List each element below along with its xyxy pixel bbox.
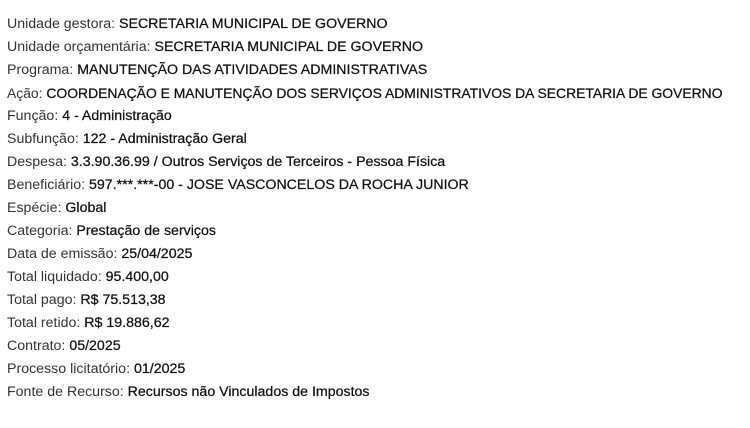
row-funcao: [7, 105, 750, 128]
field-value: R$ 75.513,38: [80, 292, 166, 308]
field-value: MANUTENÇÃO DAS ATIVIDADES ADMINISTRATIVAS: [77, 62, 428, 78]
row-acao: [7, 82, 750, 105]
field-value: 4 - Administração: [62, 108, 172, 124]
field-label: Total retido:: [7, 315, 81, 331]
row-total-liquidado: [7, 266, 750, 289]
row-processo-licitatorio: [7, 358, 750, 381]
field-value: 05/2025: [69, 338, 121, 354]
field-label: Fonte de Recurso:: [7, 384, 124, 400]
field-value: Global: [65, 200, 107, 216]
field-value: 25/04/2025: [121, 246, 193, 262]
field-value: 95.400,00: [105, 269, 169, 285]
field-label: Data de emissão:: [7, 246, 118, 262]
row-total-pago: [7, 289, 750, 312]
field-label: Subfunção:: [7, 131, 79, 147]
row-beneficiario: [7, 174, 750, 197]
field-label: Total liquidado:: [7, 269, 102, 285]
row-categoria: [7, 220, 750, 243]
field-value: 122 - Administração Geral: [82, 131, 247, 147]
field-value: 01/2025: [133, 361, 186, 377]
field-label: Total pago:: [7, 292, 77, 308]
field-value: Recursos não Vinculados de Impostos: [127, 384, 370, 400]
row-total-retido: [7, 312, 750, 335]
field-label: Contrato:: [7, 338, 66, 354]
field-label: Despesa:: [7, 154, 67, 170]
field-value: SECRETARIA MUNICIPAL DE GOVERNO: [119, 16, 388, 32]
field-label: Programa:: [7, 62, 74, 78]
row-unidade-orcamentaria: [7, 36, 750, 59]
row-contrato: [7, 335, 750, 358]
field-value: R$ 19.886,62: [84, 315, 170, 331]
field-value: Prestação de serviços: [76, 223, 216, 239]
field-value: 3.3.90.36.99 / Outros Serviços de Terceiros - Pessoa Física: [70, 154, 446, 170]
field-label: Unidade gestora:: [7, 16, 116, 32]
field-label: Ação:: [7, 85, 43, 101]
row-especie: [7, 197, 750, 220]
row-despesa: [7, 151, 750, 174]
field-value: 597.***.***-00 - JOSE VASCONCELOS DA ROCHA JUNIOR: [89, 177, 469, 193]
field-label: Processo licitatório:: [7, 361, 131, 377]
field-label: Unidade orçamentária:: [7, 39, 151, 55]
field-label: Espécie:: [7, 200, 62, 216]
row-subfuncao: [7, 128, 750, 151]
field-label: Categoria:: [7, 223, 73, 239]
row-unidade-gestora: [7, 13, 750, 36]
row-data-emissao: [7, 243, 750, 266]
field-value: COORDENAÇÃO E MANUTENÇÃO DOS SERVIÇOS ADMINISTRATIVOS DA SECRETARIA DE GOVERNO: [46, 85, 723, 101]
field-value: SECRETARIA MUNICIPAL DE GOVERNO: [154, 39, 424, 55]
field-label: Função:: [7, 108, 59, 124]
row-programa: [7, 59, 750, 82]
row-fonte-recurso: [7, 381, 750, 404]
field-label: Beneficiário:: [7, 177, 86, 193]
